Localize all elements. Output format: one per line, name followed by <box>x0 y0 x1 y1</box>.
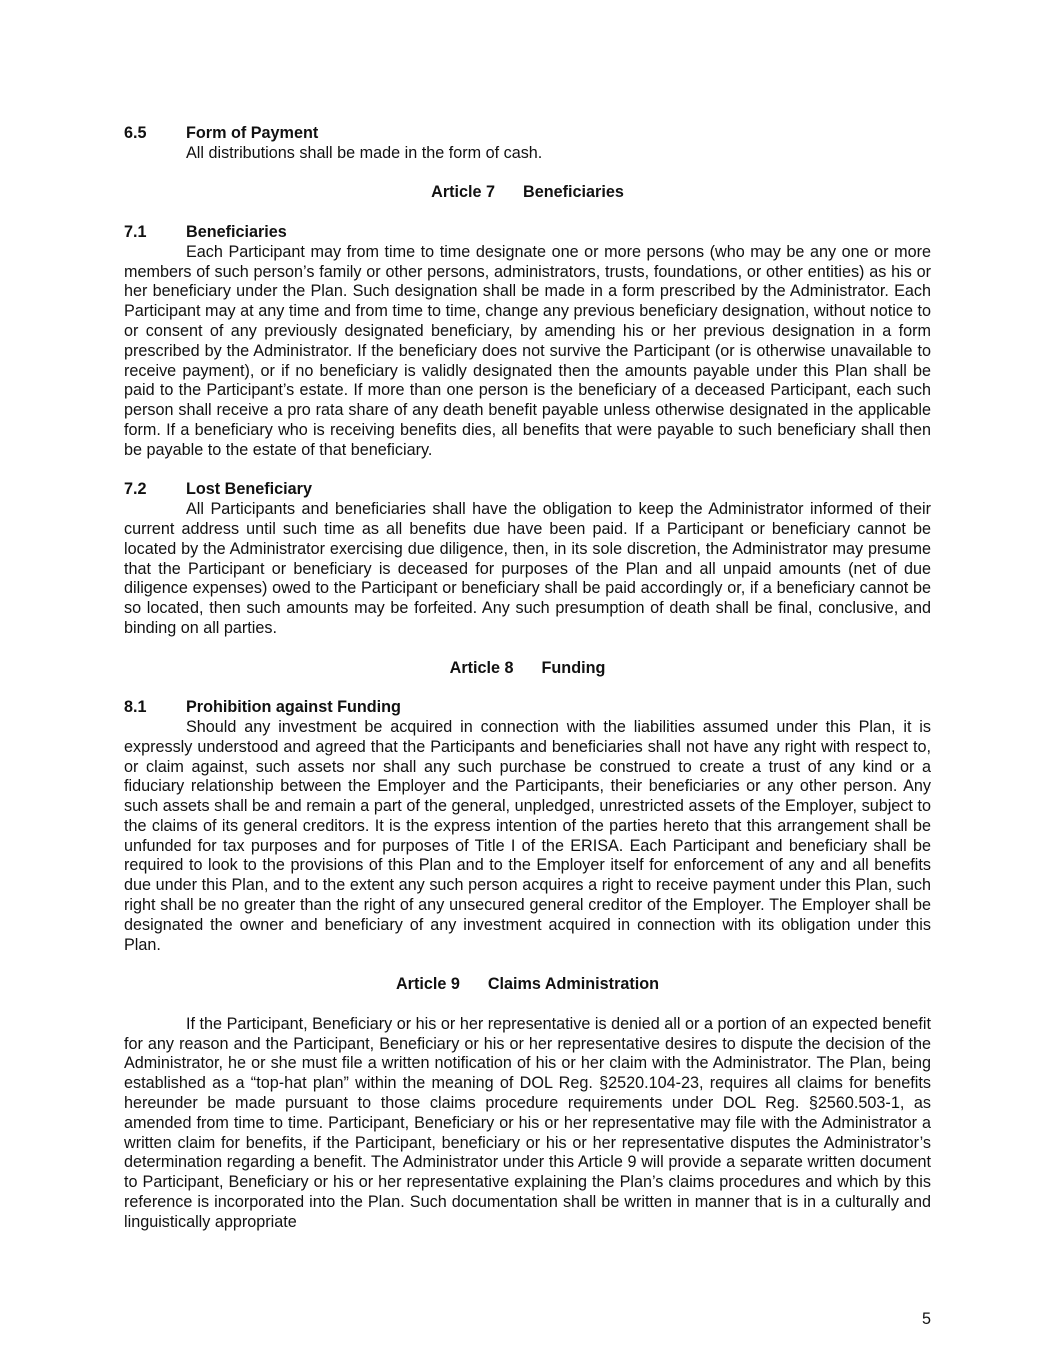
section-7-2-body: All Participants and beneficiaries shall have the obligation to keep the Administrator informed of their current address until such time as all benefits due have been paid. If a Participant or beneficiary cannot be located by the Administrator exercising due diligence, then, in its sole discretion, the Administrator may presume that the Participant or beneficiary is deceased for purposes of the Plan and all unpaid amounts (net of due diligence expenses) owed to the Participant or beneficiary shall be paid accordingly or, if a beneficiary cannot be so located, then such amounts may be forfeited. Any such presumption of death shall be final, conclusive, and binding on all parties. <box>124 500 931 637</box>
article-9-heading <box>124 975 931 995</box>
article-7-heading <box>124 183 931 203</box>
section-number: 7.1 <box>124 222 147 241</box>
article-title: Claims Administration <box>487 975 660 994</box>
article-number: Article 9 <box>395 975 460 994</box>
section-number: 8.1 <box>124 698 147 717</box>
document-page <box>124 124 931 1233</box>
article-number: Article 7 <box>431 183 496 202</box>
article-number: Article 8 <box>449 658 514 677</box>
page-number: 5 <box>921 1310 931 1328</box>
spacer <box>124 461 931 481</box>
article-title: Funding <box>541 658 606 677</box>
section-6-5-body: All distributions shall be made in the form of cash. <box>186 143 543 162</box>
section-number: 6.5 <box>124 124 147 142</box>
article-8-heading <box>124 659 931 679</box>
article-9-body: If the Participant, Beneficiary or his or her representative is denied all or a portion of an expected benefit for any reason and the Participant, Beneficiary or his or her representative desires to dispute the decision of the Administrator, he or she must file a written notification of his or her claim with the Administrator. The Plan, being established as a “top-hat plan” within the meaning of DOL Reg. §2520.104-23, requires all claims for benefits hereunder be made pursuant to those claims procedure requirements under DOL Reg. §2560.503-1, as amended from time to time. Participant, Beneficiary or his or her representative may file with the Administrator a written claim for benefits, if the Participant, beneficiary or his or her representative disputes the Administrator’s determination regarding a benefit. The Administrator under this Article 9 will provide a separate written document to Participant, Beneficiary or his or her representative explaining the Plan’s claims procedures and which by this reference is incorporated into the Plan. Such documentation shall be written in manner that is in a culturally and linguistically appropriate <box>124 1014 931 1231</box>
section-title: Form of Payment <box>186 124 319 142</box>
section-8-1-body: Should any investment be acquired in connection with the liabilities assumed under this Plan, it is expressly understood and agreed that the Participants and beneficiaries shall not have any right with respect to, or claim against, such assets nor shall any such purchase be construed to create a trust of any kind or a fiduciary relationship between the Employer and the Participants, their beneficiaries or any other person. Any such assets shall be and remain a part of the general, unpledged, unrestricted assets of the Employer, subject to the claims of its general creditors. It is the express intention of the parties hereto that this arrangement shall be unfunded for tax purposes and for purposes of Title I of the ERISA. Each Participant and beneficiary shall be required to look to the provisions of this Plan and to the Employer itself for enforcement of any and all benefits due under this Plan, and to the extent any such person acquires a right to receive payment under this Plan, such right shall be no greater than the right of any unsecured general creditor of the Employer. The Employer shall be designated the owner and beneficiary of any investment acquired in connection with its obligation under this Plan. <box>124 717 931 954</box>
section-8-1-heading <box>124 698 931 718</box>
section-title: Beneficiaries <box>186 222 287 241</box>
section-7-2-heading <box>124 480 931 500</box>
section-number: 7.2 <box>124 480 147 499</box>
section-7-1-body: Each Participant may from time to time designate one or more persons (who may be any one or more members of such person’s family or other persons, administrators, trusts, foundations, or other entities) as his or her beneficiary under the Plan. Such designation shall be made in a form prescribed by the Administrator. Each Participant may at any time and from time to time, change any previous beneficiary designation, without notice to or consent of any previously designated beneficiary, by amending his or her previous designation in a form prescribed by the Administrator. If the beneficiary does not survive the Participant (or is otherwise unavailable to receive payment), or if no beneficiary is validly designated then the amounts payable under this Plan shall be paid to the Participant’s estate. If more than one person is the beneficiary of a deceased Participant, each such person shall receive a pro rata share of any death benefit payable unless otherwise designated in the applicable form. If a beneficiary who is receiving benefits dies, all benefits that were payable to such beneficiary shall then be payable to the estate of that beneficiary. <box>124 242 931 459</box>
article-title: Beneficiaries <box>523 183 624 202</box>
section-6-5-heading <box>124 124 931 144</box>
section-title: Lost Beneficiary <box>186 480 312 499</box>
section-7-1-heading <box>124 223 931 243</box>
section-title: Prohibition against Funding <box>186 698 401 717</box>
